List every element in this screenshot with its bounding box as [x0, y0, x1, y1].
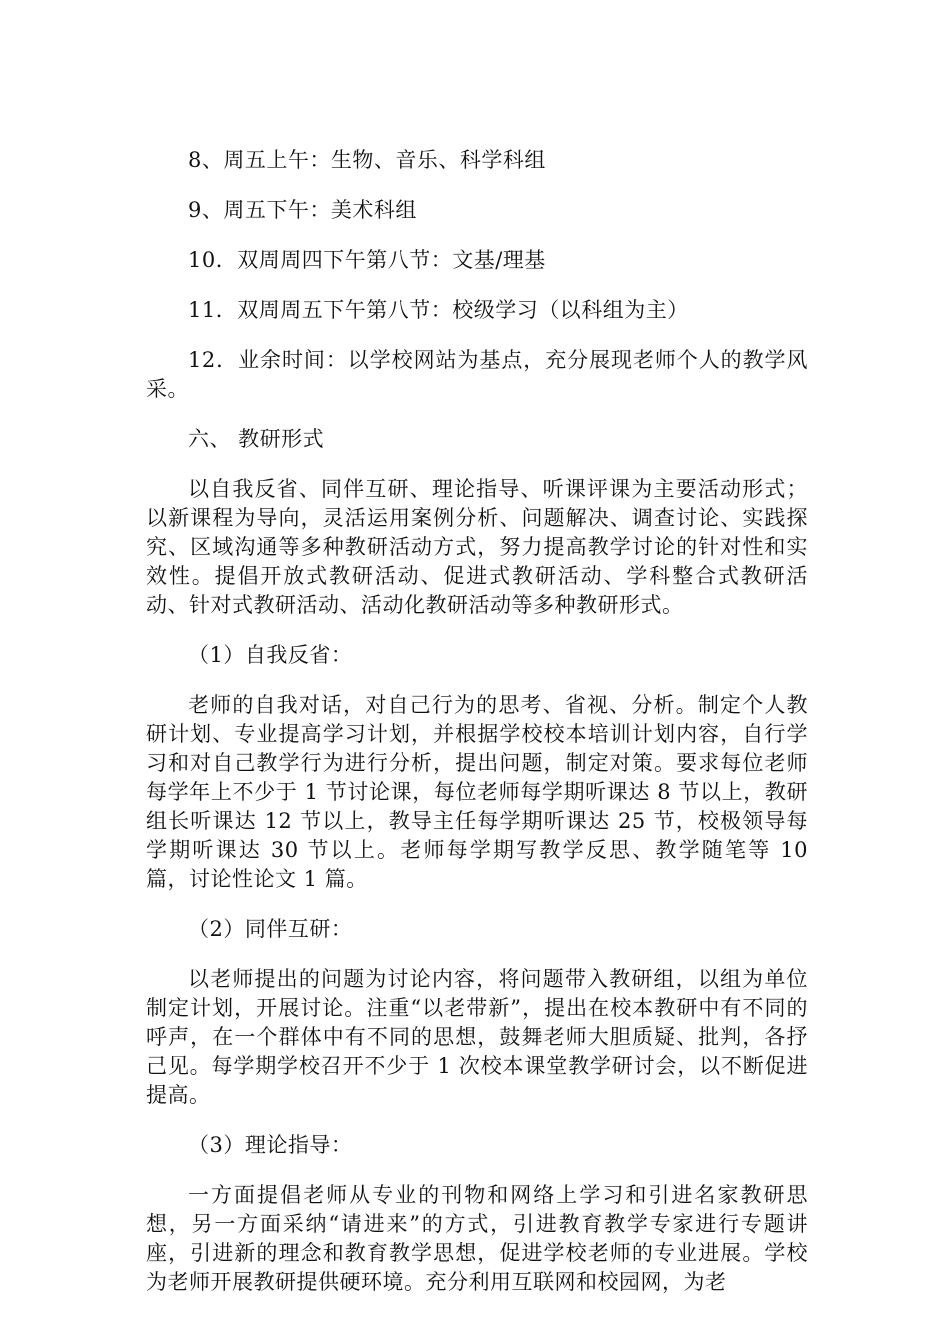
- section-heading-research-forms: 六、 教研形式: [188, 427, 325, 451]
- body-self-reflection: 老师的自我对话，对自己行为的思考、省视、分析。制定个人教研计划、专业提高学习计划，并根据学校校本培训计划内容，自行学习和对自己教学行为进行分析，提出问题，制定对策。要求每位老师每学年上不少于 1 节讨论课，每位老师每学期听课达 8 节以上，教研组长听课达 12 节以上，教导主任每学期听课达 25 节，校极领导每学期听课达 30 节以上。老师每学期写教学反思、教学随笔等 10 篇，讨论性论文 1 篇。: [146, 693, 808, 891]
- document-body: [146, 146, 808, 1297]
- schedule-item-12: 12．业余时间：以学校网站为基点，充分展现老师个人的教学风采。: [146, 348, 808, 401]
- schedule-item-9: 9、周五下午：美术科组: [188, 198, 417, 222]
- subheading-self-reflection: （1）自我反省：: [188, 643, 353, 667]
- schedule-item-8: 8、周五上午：生物、音乐、科学科组: [188, 148, 546, 172]
- subheading-peer-research: （2）同伴互研：: [188, 917, 353, 941]
- body-peer-research: 以老师提出的问题为讨论内容，将问题带入教研组，以组为单位制定计划，开展讨论。注重“以老带新”，提出在校本教研中有不同的呼声，在一个群体中有不同的思想，鼓舞老师大胆质疑、批判，各抒己见。每学期学校召开不少于 1 次校本课堂教学研讨会，以不断促进提高。: [146, 967, 808, 1107]
- schedule-item-11: 11．双周周五下午第八节：校级学习（以科组为主）: [188, 298, 689, 322]
- body-theory-guidance: 一方面提倡老师从专业的刊物和网络上学习和引进名家教研思想，另一方面采纳“请进来”的方式，引进教育教学专家进行专题讲座，引进新的理念和教育教学思想，促进学校老师的专业进展。学校为老师开展教研提供硬环境。充分利用互联网和校园网，为老: [146, 1183, 808, 1294]
- section-body-research-forms: 以自我反省、同伴互研、理论指导、听课评课为主要活动形式；以新课程为导向，灵活运用案例分析、问题解决、调查讨论、实践探究、区域沟通等多种教研活动方式，努力提高教学讨论的针对性和实效性。提倡开放式教研活动、促进式教研活动、学科整合式教研活动、针对式教研活动、活动化教研活动等多种教研形式。: [146, 477, 808, 617]
- schedule-item-10: 10．双周周四下午第八节：文基/理基: [188, 248, 546, 272]
- subheading-theory-guidance: （3）理论指导：: [188, 1133, 353, 1157]
